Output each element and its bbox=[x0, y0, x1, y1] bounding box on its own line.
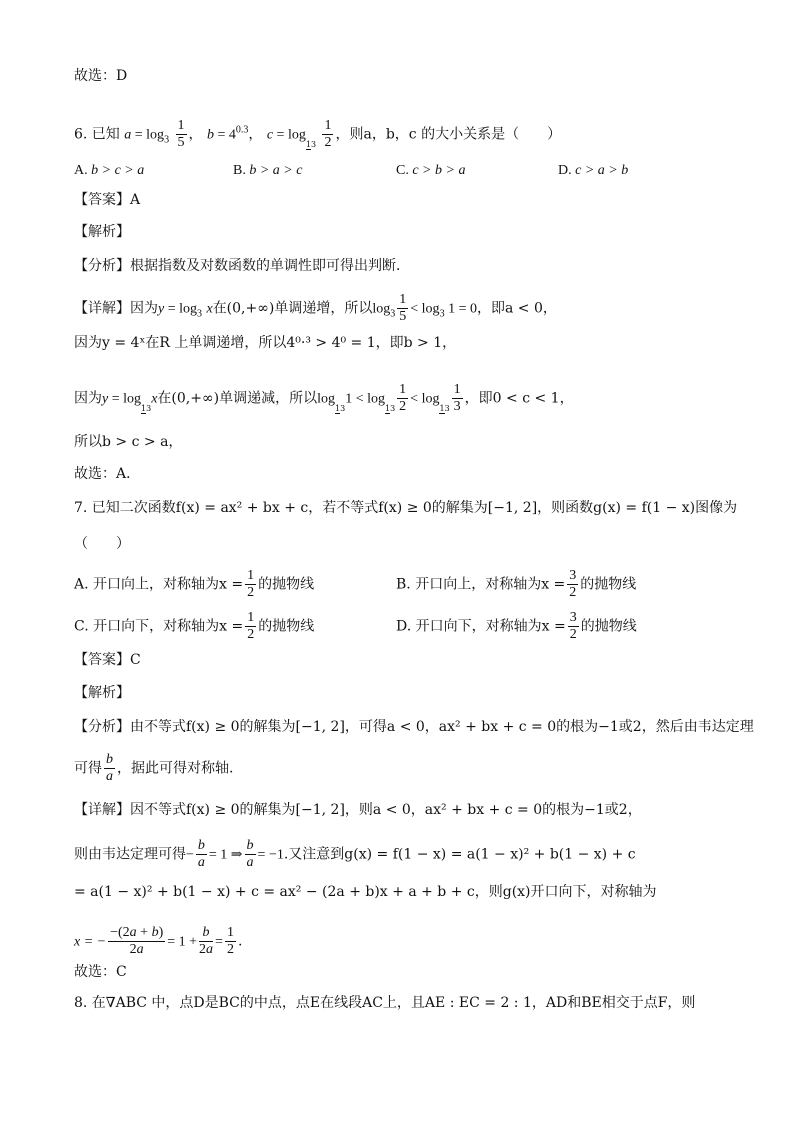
q7-jiexi: 【解析】 bbox=[74, 685, 130, 701]
q5-answer-line: 故选：D bbox=[74, 68, 128, 84]
q8-stem: 8. 在∇ABC 中，点D是BC的中点，点E在线段AC上，且AE : EC = 2 : 1，AD和BE相交于点F，则 bbox=[74, 995, 696, 1011]
q7-detail-1: 【详解】因不等式f(x) ≥ 0的解集为[−1, 2]，则a < 0，ax² + bx + c = 0的根为−1或2， bbox=[74, 802, 642, 818]
q6-choose: 故选：A． bbox=[74, 466, 141, 482]
q7-stem-line-2: （ ） bbox=[74, 536, 130, 552]
q7-choose: 故选：C bbox=[74, 964, 127, 980]
q6-option-a: A. b > c > a bbox=[74, 163, 145, 178]
q6-detail-2: 因为y = 4ˣ在R 上单调递增，所以4⁰·³ > 4⁰ = 1，即b > 1， bbox=[74, 335, 457, 351]
q7-fenxi-1: 【分析】由不等式f(x) ≥ 0的解集为[−1, 2]，可得a < 0，ax² + bx + c = 0的根为−1或2，然后由韦达定理 bbox=[74, 719, 754, 735]
q7-option-a: A. 开口向上，对称轴为x = $\frac{1}{2}$ 的抛物线 bbox=[74, 568, 315, 600]
q7-option-c: C. 开口向下，对称轴为x = $\frac{1}{2}$ 的抛物线 bbox=[74, 610, 315, 642]
q7-detail-3: = a(1 − x)² + b(1 − x) + c = ax² − (2a + b)x + a + b + c，则g(x)开口向下，对称轴为 bbox=[74, 884, 657, 900]
q6-option-c: C. c > b > a bbox=[396, 163, 466, 178]
q6-detail-1: 【详解】因为$y = \log_3 x$在(0,+∞)单调递增，所以$\log_3$ $\frac{1}{5}$ < $\log_3 1 = 0$，即a < 0， bbox=[74, 292, 557, 324]
q6-jiexi: 【解析】 bbox=[74, 224, 130, 240]
q6-option-d: D. c > a > b bbox=[558, 163, 629, 178]
q7-answer: 【答案】C bbox=[74, 652, 141, 668]
q6-detail-4: 所以b > c > a， bbox=[74, 434, 183, 450]
q6-answer: 【答案】A bbox=[74, 192, 141, 208]
q7-fenxi-2: 可得 $\frac{b}{a}$ ，据此可得对称轴. bbox=[74, 752, 234, 784]
q7-option-d: D. 开口向下，对称轴为x = $\frac{3}{2}$ 的抛物线 bbox=[396, 610, 637, 642]
q7-detail-4: x = − $\frac{-(2a + b)}{2a}$ = 1 + $\frac{b}{2a}$ = $\frac{1}{2}$ . bbox=[74, 925, 243, 957]
q6-option-b: B. b > a > c bbox=[233, 163, 303, 178]
q7-stem-line-1: 7. 已知二次函数f(x) = ax² + bx + c，若不等式f(x) ≥ 0的解集为[−1, 2]，则函数g(x) = f(1 − x)图像为 bbox=[74, 500, 738, 516]
q7-option-b: B. 开口向上，对称轴为x = $\frac{3}{2}$ 的抛物线 bbox=[396, 568, 637, 600]
q7-detail-2: 则由韦达定理可得− $\frac{b}{a}$ = 1 ⇒ $\frac{b}{a}$ = −1.又注意到g(x) = f(1 − x) = a(1 − x)² + b(1 − x) + c bbox=[74, 838, 636, 870]
q6-stem: 6. 已知 $a = \log_3$ $\frac{1}{5}$ ， $b = 4^{0.3}$， c = log13 $\frac{1}{2}$ ，则a，b，c 的大小关系是（ ） bbox=[74, 118, 562, 150]
q6-detail-3: 因为y = log13x在(0,+∞)单调递减，所以log131 < log13 $\frac{1}{2}$ < log13 $\frac{1}{3}$ ，即0 < c < 1， bbox=[74, 382, 574, 414]
q6-fenxi: 【分析】根据指数及对数函数的单调性即可得出判断． bbox=[74, 258, 410, 274]
